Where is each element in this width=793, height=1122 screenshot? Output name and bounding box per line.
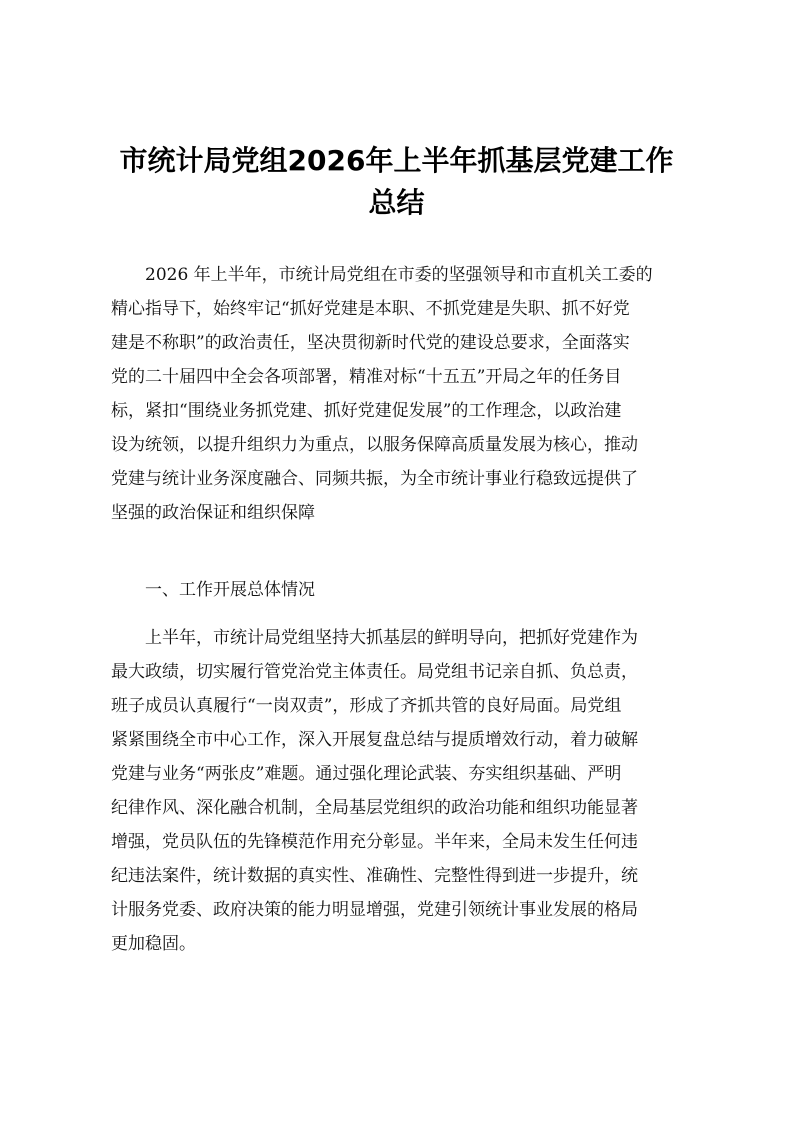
- text-line: 最大政绩，切实履行管党治党主体责任。局党组书记亲自抓、负总责，: [111, 662, 638, 682]
- text-line: 党建与业务“两张皮”难题。通过强化理论武装、夯实组织基础、严明: [111, 764, 622, 784]
- text-line: 更加稳固。: [111, 934, 196, 954]
- text-line: 设为统领，以提升组织力为重点，以服务保障高质量发展为核心，推动: [111, 435, 638, 455]
- intro-paragraph: [111, 258, 681, 530]
- text-line: 紧紧围绕全市中心工作，深入开展复盘总结与提质增效行动，着力破解: [111, 730, 638, 750]
- title-line: 市统计局党组2026年上半年抓基层党建工作: [119, 144, 674, 177]
- text-line: 标，紧扣“围绕业务抓党建、抓好党建促发展”的工作理念，以政治建: [111, 401, 622, 421]
- text-line: 党的二十届四中全会各项部署，精准对标“十五五”开局之年的任务目: [111, 367, 622, 387]
- title-line: 总结: [368, 186, 425, 219]
- text-line: 精心指导下，始终牢记“抓好党建是本职、不抓党建是失职、抓不好党: [111, 299, 630, 319]
- section-paragraph: [111, 621, 681, 961]
- text-line: 增强，党员队伍的先锋模范作用充分彰显。半年来，全局未发生任何违: [111, 832, 638, 852]
- text-line: 计服务党委、政府决策的能力明显增强，党建引领统计事业发展的格局: [111, 900, 638, 920]
- text-line: 坚强的政治保证和组织保障: [111, 503, 315, 523]
- text-line: 纪律作风、深化融合机制，全局基层党组织的政治功能和组织功能显著: [111, 798, 638, 818]
- text-line: 2026 年上半年，市统计局党组在市委的坚强领导和市直机关工委的: [111, 265, 653, 285]
- section-heading: [111, 573, 681, 607]
- section-heading-text: 一、工作开展总体情况: [111, 580, 315, 600]
- text-line: 党建与统计业务深度融合、同频共振，为全市统计事业行稳致远提供了: [111, 469, 638, 489]
- text-line: 纪违法案件，统计数据的真实性、准确性、完整性得到进一步提升，统: [111, 866, 638, 886]
- text-line: 建是不称职”的政治责任，坚决贯彻新时代党的建设总要求，全面落实: [111, 333, 630, 353]
- document-title: [80, 140, 713, 224]
- text-line: 上半年，市统计局党组坚持大抓基层的鲜明导向，把抓好党建作为: [111, 628, 638, 648]
- text-line: 班子成员认真履行“一岗双责”，形成了齐抓共管的良好局面。局党组: [111, 696, 622, 716]
